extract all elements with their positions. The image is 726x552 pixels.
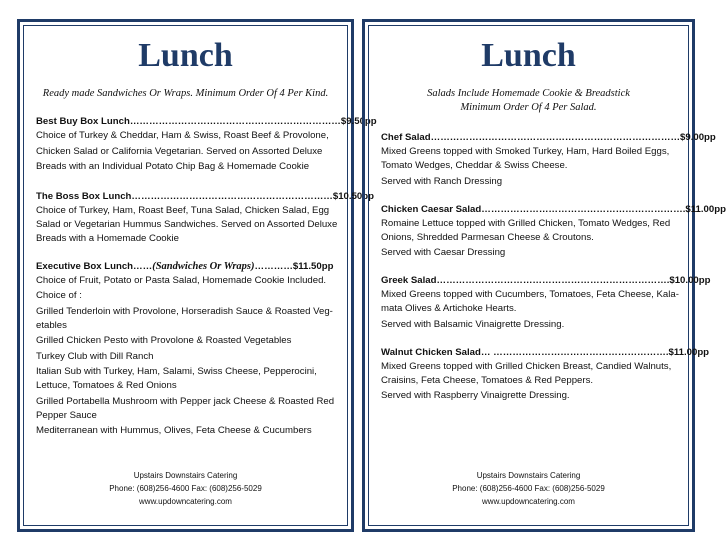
item-price: $10.50pp <box>332 190 374 202</box>
item-name: Best Buy Box Lunch <box>36 116 130 127</box>
right-title: Lunch <box>481 37 576 74</box>
item-description-line: Salad or Vegetarian Hummus Sandwiches. Served on Assorted Deluxe <box>36 218 338 230</box>
item-price: $9.00pp <box>680 132 716 143</box>
item-dressing: Served with Balsamic Vinaigrette Dressing. <box>381 318 565 330</box>
item-name: The Boss Box Lunch <box>36 190 132 202</box>
item-price: $11.50pp <box>292 260 334 272</box>
item-price: $11.00pp <box>668 346 710 358</box>
item-description-line: Mixed Greens topped with Grilled Chicken Breast, Candied Walnuts, <box>381 360 672 372</box>
leader-dots: ……………………………………………………… <box>131 190 333 202</box>
menu-item-heading <box>381 131 716 145</box>
left-panel-inner-border <box>23 25 377 526</box>
item-name: Chef Salad <box>381 132 431 143</box>
item-dressing: Served with Raspberry Vinaigrette Dressing. <box>381 390 570 401</box>
leader-dots: ………… <box>254 260 293 272</box>
website: www.updowncatering.com <box>139 497 232 506</box>
website: www.updowncatering.com <box>482 497 575 506</box>
left-title: Lunch <box>138 37 233 74</box>
item-description-line: Choice of Turkey & Cheddar, Ham & Swiss, Roast Beef & Provolone, <box>36 130 329 141</box>
leader-dots: ………………………………………………………. <box>481 203 686 215</box>
left-menu-body <box>36 115 377 438</box>
item-name: Greek Salad <box>381 275 437 286</box>
item-price: $9.50pp <box>340 116 377 127</box>
menu-item-heading <box>381 203 726 217</box>
item-price: $11.00pp <box>685 203 726 215</box>
item-dressing: Served with Caesar Dressing <box>381 247 506 258</box>
lunch-menu-left-panel <box>17 19 377 532</box>
leader-dots: …… <box>133 260 153 272</box>
right-menu-body <box>381 131 726 403</box>
item-description-line: Chicken Salad or California Vegetarian. Served on Assorted Deluxe <box>36 145 323 157</box>
item-name: Chicken Caesar Salad <box>381 203 482 215</box>
right-subtitle-line: Minimum Order Of 4 Per Salad. <box>460 102 597 113</box>
item-description-line: Romaine Lettuce topped with Grilled Chicken, Tomato Wedges, Red <box>381 217 671 229</box>
phone-fax: Phone: (608)256-4600 Fax: (608)256-5029 <box>109 484 262 493</box>
right-panel-inner-border <box>368 25 726 526</box>
item-dressing: Served with Ranch Dressing <box>381 175 503 187</box>
item-name: Executive Box Lunch <box>36 260 134 272</box>
right-footer-contact <box>369 469 688 508</box>
menu-item-heading <box>381 274 711 288</box>
item-description-line: Tomato Wedges, Cheddar & Swiss Cheese. <box>381 160 568 171</box>
item-description-line: Onions, Shredded Parmesan Cheese & Croutons. <box>381 231 594 243</box>
right-subtitle-line: Salads Include Homemade Cookie & Breadstick <box>427 88 630 99</box>
leader-dots: ………………………………………………………… <box>129 116 341 127</box>
item-description-line: Mixed Greens topped with Smoked Turkey, Ham, Hard Boiled Eggs, <box>381 146 670 157</box>
item-description-line: Choice of Turkey, Ham, Roast Beef, Tuna Salad, Chicken Salad, Egg <box>36 204 330 216</box>
item-price: $10.00pp <box>669 275 711 286</box>
item-description-line: Choice of : <box>36 290 82 301</box>
item-description-line: Grilled Chicken Pesto with Provolone & Roasted Vegetables <box>36 335 292 346</box>
item-name: Walnut Chicken Salad… <box>381 346 491 358</box>
item-description-line: Turkey Club with Dill Ranch <box>36 350 154 362</box>
leader-dots: …………………………………………………………………… <box>430 132 681 143</box>
item-description-line: Pepper Sauce <box>36 409 97 421</box>
item-description-line: Mediterranean with Hummus, Olives, Feta Cheese & Cucumbers <box>36 425 312 436</box>
item-description-line: Choice of Fruit, Potato or Pasta Salad, Homemade Cookie Included. <box>36 274 327 286</box>
phone-fax: Phone: (608)256-4600 Fax: (608)256-5029 <box>452 484 605 493</box>
item-description-line: Craisins, Feta Cheese, Tomatoes & Red Peppers. <box>381 374 594 386</box>
menu-item-heading <box>381 346 710 360</box>
leader-dots: ………………………………………………. <box>490 346 669 358</box>
item-description-line: Grilled Portabella Mushroom with Pepper jack Cheese & Roasted Red <box>36 395 335 407</box>
item-description-line: mata Olives & Artichoke Hearts. <box>381 303 517 314</box>
item-description-line: Mixed Greens topped with Cucumbers, Tomatoes, Feta Cheese, Kala- <box>381 289 679 300</box>
item-description-line: Italian Sub with Turkey, Ham, Salami, Swiss Cheese, Pepperocini, <box>36 366 317 377</box>
item-description-line: Grilled Tenderloin with Provolone, Horseradish Sauce & Roasted Veg- <box>36 305 333 317</box>
left-footer-contact <box>24 469 347 508</box>
menu-item-heading <box>36 190 374 204</box>
menu-item-heading <box>36 260 339 274</box>
company-name: Upstairs Downstairs Catering <box>133 471 238 480</box>
company-name: Upstairs Downstairs Catering <box>476 471 581 480</box>
menu-item-heading <box>36 115 377 129</box>
item-description-line: Lettuce, Tomatoes & Red Onions <box>36 380 177 391</box>
item-description-line: Breads with a Homemade Cookie <box>36 232 179 244</box>
item-description-line: Breads with an Individual Potato Chip Bag & Homemade Cookie <box>36 161 310 172</box>
leader-dots: ………………………………………………………………. <box>436 275 670 286</box>
item-description-line: etables <box>36 319 67 331</box>
left-subtitle: Ready made Sandwiches Or Wraps. Minimum Order Of 4 Per Kind. <box>42 88 329 99</box>
lunch-menu-right-panel <box>362 19 726 532</box>
item-note: (Sandwiches Or Wraps) <box>152 260 255 272</box>
